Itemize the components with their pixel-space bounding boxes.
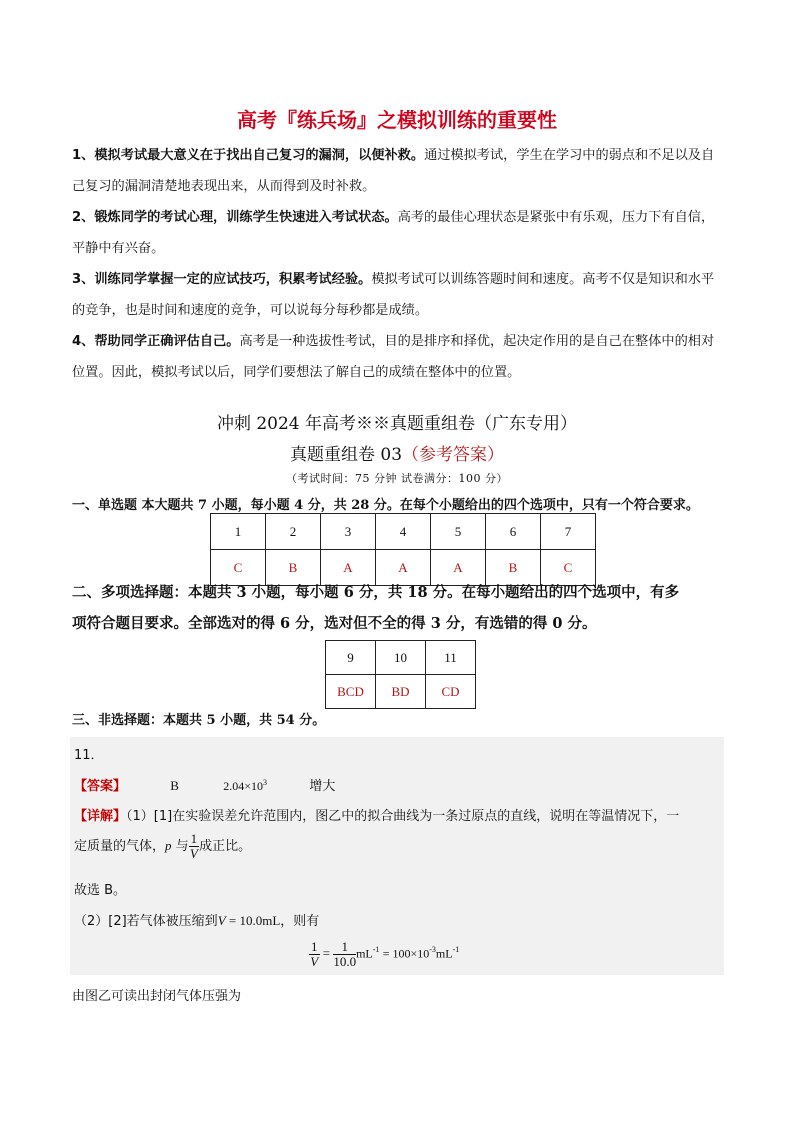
section1-heading: 一、单选题 本大题共 7 小题，每小题 4 分，共 28 分。在每个小题给出的四个选项中，只有一个符合要求。 [72,498,699,513]
q11-detail-line1 [74,805,679,824]
answer-cell: A [431,550,486,586]
multi-choice-answer-table [325,640,476,709]
fraction-denominator: V [189,846,198,861]
table-row-numbers [211,514,596,550]
q11-conclusion: 故选 B。 [74,883,127,898]
question-number: 2 [266,514,321,550]
answer-cell: C [211,550,266,586]
exam-subtitle-answer-key: （参考答案） [402,445,505,465]
promo-item-2-text: 高考的最佳心理状态是紧张中有乐观，压力下有自信，平静中有兴奋。 [72,210,715,256]
reciprocal-volume-fraction [189,832,200,861]
answer-cell: B [486,550,541,586]
promo-item-2-lead: 2、锻炼同学的考试心理，训练学生快速进入考试状态。 [72,210,398,225]
eq-lhs-denominator: V [310,954,319,969]
question-number: 5 [431,514,486,550]
q11-answer-line [74,775,335,794]
exam-meta: （考试时间：75 分钟 试卷满分：100 分） [286,472,508,485]
q11-number: 11． [74,748,104,763]
promo-item-3-text: 模拟考试可以训练答题时间和速度。高考不仅是知识和水平的竞争，也是时间和速度的竞争，可以说每分每秒都是成绩。 [72,272,715,318]
answer-cell: BD [376,675,426,709]
section2-heading-line1: 二、多项选择题：本题共 3 小题，每小题 6 分，共 18 分。在每小题给出的四个选项中，有多 [72,584,680,601]
answer-cell: C [541,550,596,586]
eq-mid-fraction [333,940,356,969]
volume-symbol: V [217,913,226,928]
promo-title: 高考『练兵场』之模拟训练的重要性 [237,108,557,132]
exam-subtitle-main: 真题重组卷 03 [289,445,403,465]
detail-line2-c: 成正比。 [199,839,252,854]
eq-lhs-fraction [309,940,320,969]
answer-part-3: 增大 [309,779,336,794]
question-number: 3 [321,514,376,550]
detail-line2-b: 与 [171,839,189,854]
section3-heading: 三、非选择题：本题共 5 小题，共 54 分。 [72,713,326,728]
promo-item-4-text: 高考是一种选拔性考试，目的是排序和择优，起决定作用的是自己在整体中的相对位置。因此，模拟考试以后，同学们要想法了解自己的成绩在整体中的位置。 [72,334,715,380]
eq-mid-denominator: 10.0 [333,954,357,969]
question-number: 7 [541,514,596,550]
promo-item-3-lead: 3、训练同学掌握一定的应试技巧，积累考试经验。 [72,272,372,287]
question-number: 6 [486,514,541,550]
eq-equals: = [322,945,331,961]
promo-item-1 [72,140,727,202]
eq-exponent-1: -1 [372,945,380,955]
q11-detail-line2 [74,832,251,861]
detail-line2-a: 定质量的气体， [74,839,166,854]
eq-mid-numerator: 1 [333,940,356,955]
section2-heading-line2: 项符合题目要求。全部选对的得 6 分，选对但不全的得 3 分，有选错的得 0 分。 [72,615,597,632]
fraction-numerator: 1 [190,831,198,846]
q11-part2-line [74,910,319,929]
question-number: 11 [426,641,476,675]
answer-part-1: B [170,778,179,793]
answer-cell: B [266,550,321,586]
eq-exponent-3: -1 [452,945,460,955]
eq-rhs: = 100×10 [382,946,430,961]
answer-cell: BCD [326,675,376,709]
section2-heading [72,577,728,639]
promo-item-3 [72,264,727,326]
answer-part-2-exponent: 3 [263,778,268,787]
single-choice-answer-table [210,513,596,586]
answer-part-2 [223,779,267,793]
pressure-symbol: p [165,838,172,853]
eq-lhs-numerator: 1 [311,939,318,954]
table-row-numbers [326,641,476,675]
eq-exponent-2: -3 [429,945,436,955]
q11-last-line: 由图乙可读出封闭气体压强为 [72,989,242,1004]
answer-part-2-base: 2.04×10 [223,779,264,793]
question-number: 1 [211,514,266,550]
answer-cell: A [376,550,431,586]
detail-line1-text: （1）[1]在实验误差允许范围内，图乙中的拟合曲线为一条过原点的直线，说明在等温情况下，一 [126,809,680,824]
answer-cell: A [321,550,376,586]
promo-item-1-text: 通过模拟考试，学生在学习中的弱点和不足以及自己复习的漏洞清楚地表现出来，从而得到及时补救。 [72,148,715,194]
promo-item-4 [72,326,727,388]
question-number: 4 [376,514,431,550]
exam-title: 冲刺 2024 年高考※※真题重组卷（广东专用） [216,414,578,434]
part2-text-b: = 10.0mL，则有 [225,913,320,928]
table-row-answers [326,675,476,709]
part2-text-a: （2）[2]若气体被压缩到 [74,914,218,929]
eq-unit-2: mL [435,946,453,961]
answer-tag: 【答案】 [74,779,127,794]
question-number: 10 [376,641,426,675]
promo-item-4-lead: 4、帮助同学正确评估自己。 [72,334,240,349]
eq-unit-1: mL [356,946,373,961]
promo-item-1-lead: 1、模拟考试最大意义在于找出自己复习的漏洞，以便补救。 [72,148,425,163]
detail-tag: 【详解】 [74,809,127,824]
exam-subtitle [0,440,794,465]
question-number: 9 [326,641,376,675]
promo-item-2 [72,202,727,264]
q11-equation [309,940,459,969]
answer-cell: CD [426,675,476,709]
